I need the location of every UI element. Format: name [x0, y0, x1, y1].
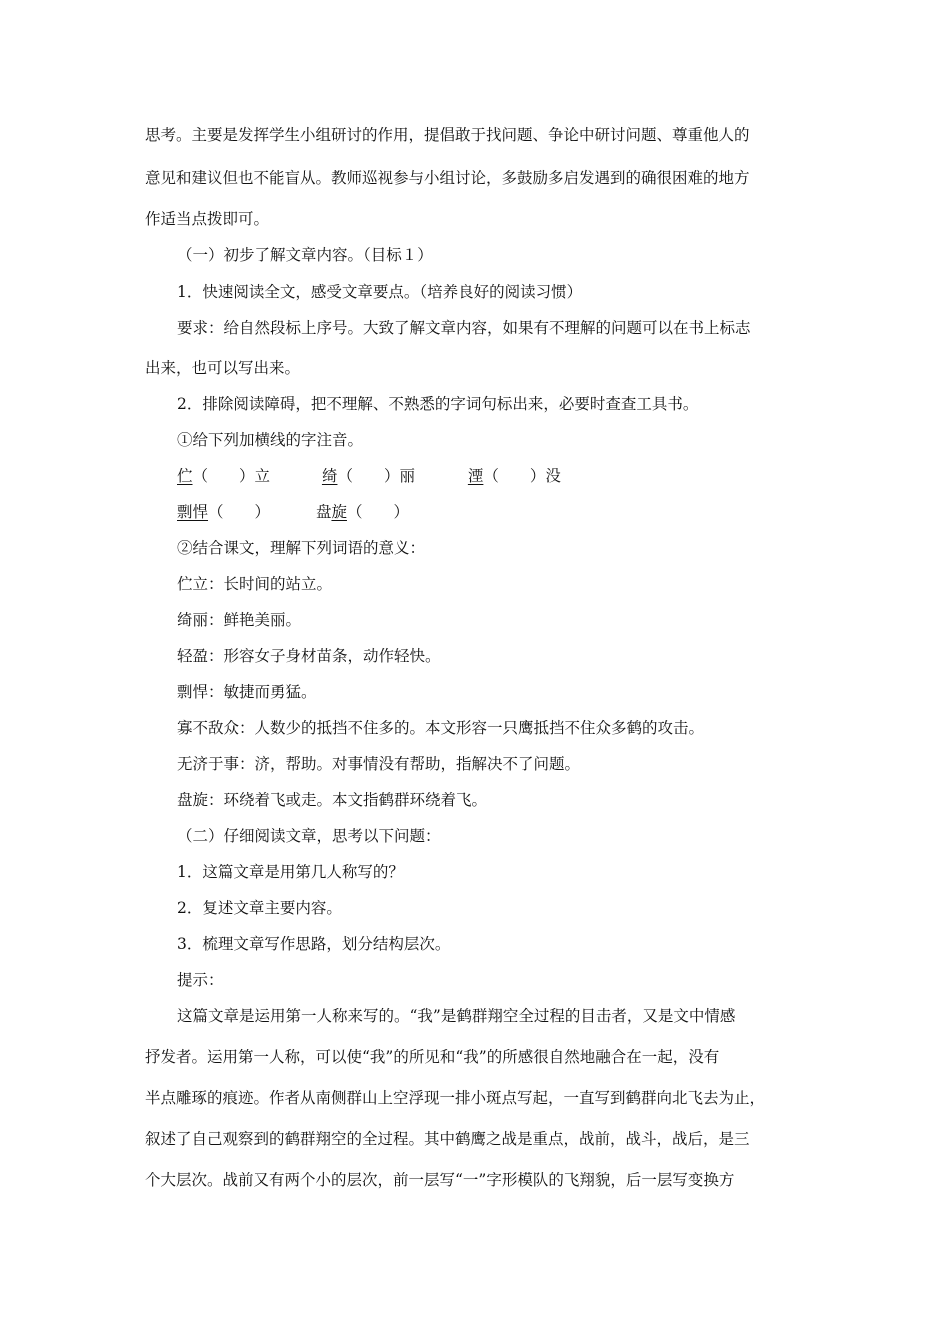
question: 3．梳理文章写作思路，划分结构层次。 [177, 935, 451, 953]
definition: 无济于事：济，帮助。对事情没有帮助，指解决不了问题。 [177, 755, 581, 773]
definition: 盘旋：环绕着飞或走。本文指鹤群环绕着飞。 [177, 791, 488, 809]
definition: 剽悍：敏捷而勇猛。 [177, 683, 317, 701]
definition: 轻盈：形容女子身材苗条，动作轻快。 [177, 647, 441, 665]
pinyin-item: 盘旋（ ） [315, 503, 409, 521]
question: 2．复述文章主要内容。 [177, 899, 342, 917]
pinyin-item: 湮（ ）没 [467, 467, 561, 485]
pinyin-item: 绮（ ）丽 [321, 467, 415, 485]
hint-label: 提示： [177, 971, 224, 989]
paragraph-line: 叙述了自己观察到的鹤群翔空的全过程。其中鹤鹰之战是重点，战前，战斗，战后，是三 [145, 1130, 750, 1148]
question: 1．这篇文章是用第几人称写的？ [177, 863, 404, 881]
pinyin-item: 剽悍（ ） [177, 503, 271, 521]
section-heading: （一）初步了解文章内容。（目标１） [177, 246, 433, 264]
paragraph-line: 出来，也可以写出来。 [145, 359, 301, 377]
definition: 寡不敌众：人数少的抵挡不住多的。本文形容一只鹰抵挡不住众多鹤的攻击。 [177, 719, 705, 737]
list-item: 2．排除阅读障碍，把不理解、不熟悉的字词句标出来，必要时查查工具书。 [177, 395, 699, 413]
section-heading: （二）仔细阅读文章，思考以下问题： [177, 827, 441, 845]
paragraph-line: 个大层次。战前又有两个小的层次，前一层写“一”字形模队的飞翔貌，后一层写变换方 [145, 1171, 735, 1189]
paragraph-line: 这篇文章是运用第一人称来写的。“我”是鹤群翔空全过程的目击者，又是文中情感 [177, 1007, 736, 1025]
list-item: 1．快速阅读全文，感受文章要点。（培养良好的阅读习惯） [177, 283, 583, 301]
sub-item: ①给下列加横线的字注音。 [177, 431, 364, 449]
paragraph-line: 抒发者。运用第一人称，可以使“我”的所见和“我”的所感很自然地融合在一起，没有 [145, 1048, 720, 1066]
pinyin-row [177, 502, 409, 522]
pinyin-item: 伫（ ）立 [177, 467, 271, 485]
pinyin-row [177, 466, 561, 486]
paragraph-line: 意见和建议但也不能盲从。教师巡视参与小组讨论，多鼓励多启发遇到的确很困难的地方 [145, 169, 750, 187]
paragraph-line: 要求：给自然段标上序号。大致了解文章内容，如果有不理解的问题可以在书上标志 [177, 319, 751, 337]
paragraph-line: 半点雕琢的痕迹。作者从南侧群山上空浮现一排小斑点写起，一直写到鹤群向北飞去为止， [145, 1089, 766, 1107]
paragraph-line: 思考。主要是发挥学生小组研讨的作用，提倡敢于找问题、争论中研讨问题、尊重他人的 [145, 126, 750, 144]
definition: 绮丽：鲜艳美丽。 [177, 611, 302, 629]
definition: 伫立：长时间的站立。 [177, 575, 333, 593]
paragraph-line: 作适当点拨即可。 [145, 210, 270, 228]
sub-item: ②结合课文，理解下列词语的意义： [177, 539, 426, 557]
